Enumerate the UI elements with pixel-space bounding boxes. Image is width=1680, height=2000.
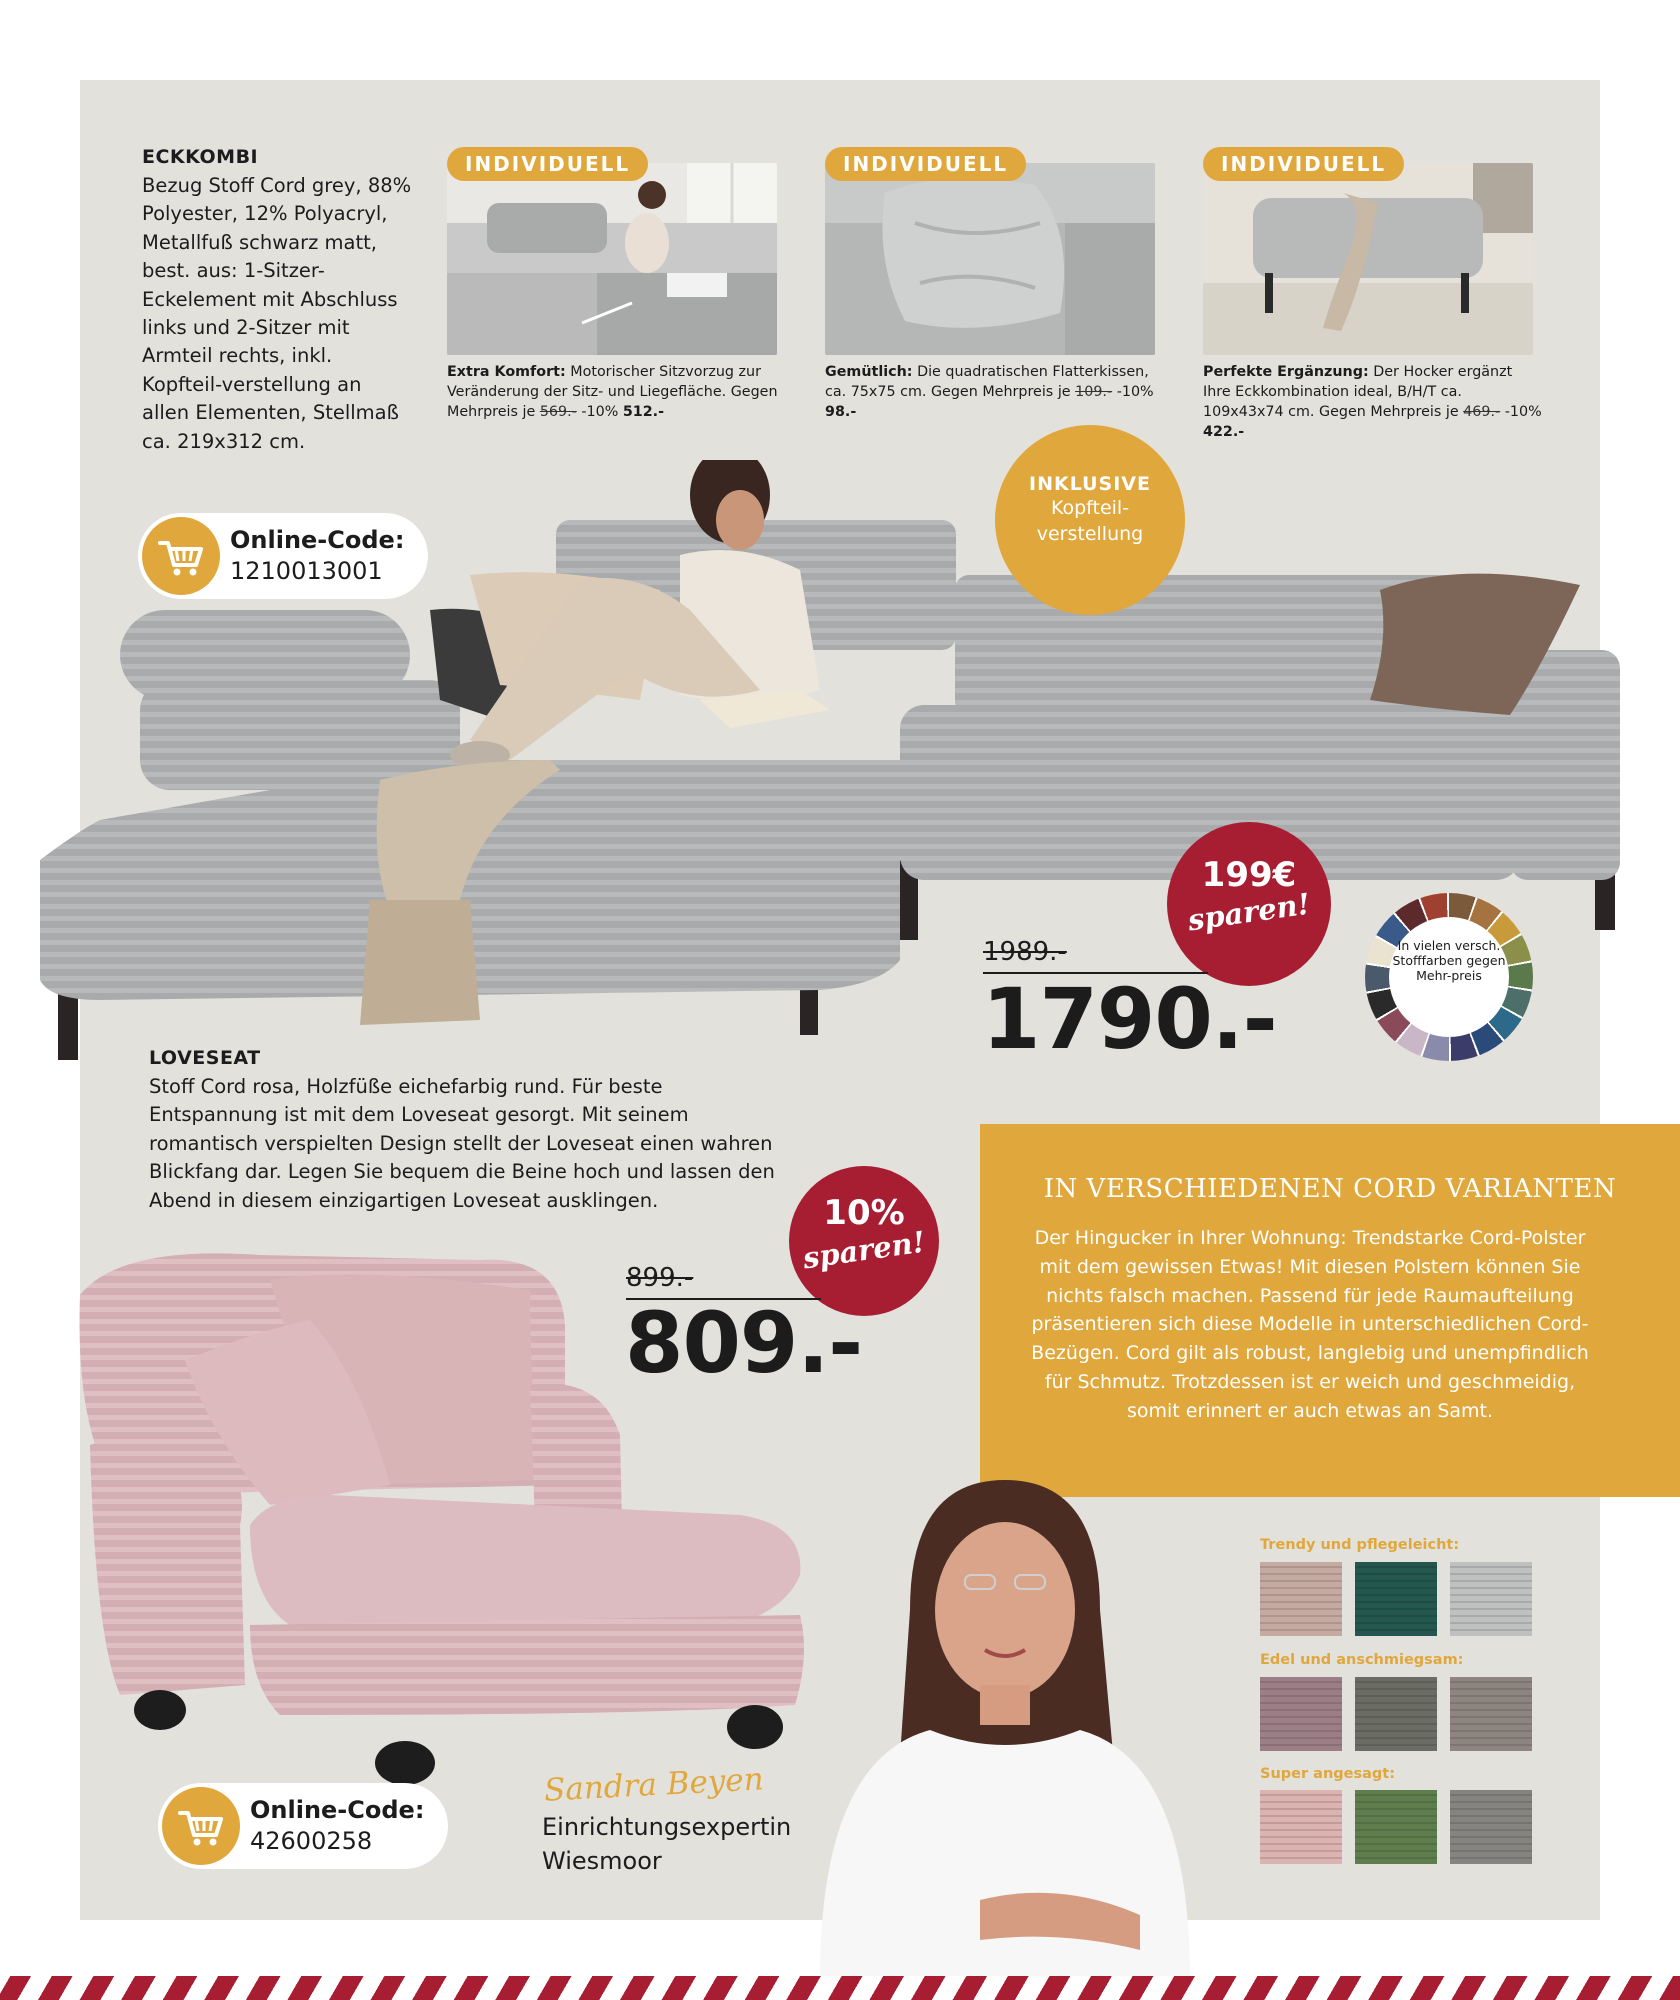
loveseat-new-price: 809.- [625, 1294, 863, 1392]
feature-price-prefix-1: je [522, 404, 536, 420]
feature-text-3: Der Hocker ergänzt Ihre Eckkombination ideal, B/H/T ca. 109x43x74 cm. Gegen Mehrpreis [1203, 364, 1513, 420]
eckkombi-old-price: 1989.- [983, 937, 1067, 967]
expert-role: Einrichtungsexpertin [542, 1813, 792, 1841]
feature-discount-1: -10% [581, 404, 619, 420]
fabric-swatch [1355, 1677, 1437, 1751]
feature-old-price-3: 469.- [1463, 404, 1501, 420]
loveseat-image [60, 1235, 810, 1790]
expert-role-block [542, 1810, 791, 1878]
feature-old-price-2: 109.- [1075, 384, 1113, 400]
loveseat-title: LOVESEAT [149, 1047, 261, 1069]
online-code-label: Online-Code: [230, 526, 405, 554]
online-code-number: 42600258 [250, 1827, 373, 1855]
feature-image-kissen [825, 163, 1155, 355]
fabric-swatch [1260, 1790, 1342, 1864]
decorative-stripe-border [0, 1976, 1680, 2000]
fabric-swatch [1450, 1562, 1532, 1636]
feature-discount-2: -10% [1116, 384, 1154, 400]
feature-old-price-1: 569.- [539, 404, 577, 420]
swatch-group-label-2: Edel und anschmiegsam: [1260, 1652, 1464, 1668]
inklusive-line-2: Kopfteil- [1050, 497, 1130, 519]
feature-title-1: Extra Komfort: [447, 364, 566, 380]
inklusive-kopfteil-badge [995, 425, 1185, 615]
feature-discount-3: -10% [1504, 404, 1542, 420]
individuell-badge-2: INDIVIDUELL [825, 147, 1026, 181]
feature-caption-3 [1203, 362, 1543, 442]
loveseat-save-word: sparen! [800, 1224, 928, 1276]
expert-portrait [800, 1470, 1210, 1980]
individuell-badge-1: INDIVIDUELL [447, 147, 648, 181]
feature-caption-1 [447, 362, 787, 422]
loveseat-info [149, 1047, 789, 1215]
expert-signature: Sandra Beyen [543, 1761, 765, 1809]
fabric-swatch [1260, 1677, 1342, 1751]
info-box-title: IN VERSCHIEDENEN CORD VARIANTEN [1043, 1174, 1617, 1204]
eckkombi-info [142, 146, 412, 456]
online-code-number: 1210013001 [230, 557, 383, 585]
feature-price-2: 98.- [825, 404, 857, 420]
feature-price-prefix-3: je [1445, 404, 1459, 420]
inklusive-line-3: verstellung [1036, 523, 1144, 545]
feature-text-1: Motorischer Sitzvorzug zur Veränderung der Sitz- und Liegefläche. Gegen Mehrpreis [447, 364, 778, 420]
eckkombi-new-price: 1790.- [982, 970, 1277, 1068]
feature-price-1: 512.- [622, 404, 665, 420]
fabric-swatch [1355, 1790, 1437, 1864]
fabric-swatch [1260, 1562, 1342, 1636]
feature-price-3: 422.- [1203, 424, 1245, 440]
loveseat-save-amount: 10% [823, 1193, 905, 1233]
feature-image-sitzvorzug [447, 163, 777, 355]
fabric-swatch [1355, 1562, 1437, 1636]
individuell-badge-3: INDIVIDUELL [1203, 147, 1404, 181]
loveseat-old-price: 899.- [626, 1263, 694, 1293]
eckkombi-save-word: sparen! [1185, 886, 1313, 938]
loveseat-online-code[interactable] [158, 1783, 448, 1869]
inklusive-label: INKLUSIVE [1029, 473, 1151, 495]
feature-image-hocker [1203, 163, 1533, 355]
eckkombi-title: ECKKOMBI [142, 146, 259, 168]
online-code-label: Online-Code: [250, 1796, 425, 1824]
swatch-group-label-3: Super angesagt: [1260, 1766, 1396, 1782]
feature-title-3: Perfekte Ergänzung: [1203, 364, 1369, 380]
feature-title-2: Gemütlich: [825, 364, 913, 380]
feature-caption-2 [825, 362, 1165, 422]
color-wheel-text: In vielen versch. Stofffarben gegen Mehr-preis [1389, 917, 1509, 1037]
fabric-swatch [1450, 1790, 1532, 1864]
swatch-group-label-1: Trendy und pflegeleicht: [1260, 1537, 1460, 1553]
shopping-cart-icon [162, 1787, 240, 1865]
feature-text-2: Die quadratischen Flatterkissen, ca. 75x75 cm. Gegen Mehrpreis [825, 364, 1149, 400]
eckkombi-description: Bezug Stoff Cord grey, 88% Polyester, 12% Polyacryl, Metallfuß schwarz matt, best. aus: 1-Sitzer-Eckelement mit Abschluss links und 2-Sitzer mit Armteil rechts, inkl. Kopfteil-verstellung an allen Elementen, Stellmaß ca. 219x312 cm. [142, 174, 412, 453]
feature-price-prefix-2: je [1057, 384, 1071, 400]
eckkombi-save-badge [1167, 822, 1331, 986]
loveseat-description: Stoff Cord rosa, Holzfüße eichefarbig rund. Für beste Entspannung ist mit dem Loveseat gesorgt. Mit seinem romantisch verspielten Design stellt der Loveseat einen wahren Blickfang dar. Legen Sie bequem die Beine hoch und lassen den Abend in diesem einzigartigen Loveseat ausklingen. [149, 1075, 775, 1212]
cord-varianten-info-box [980, 1124, 1680, 1497]
info-box-body: Der Hingucker in Ihrer Wohnung: Trendstarke Cord-Polster mit dem gewissen Etwas! Mit diesen Polstern können Sie nichts falsch machen. Passend für jede Raumaufteilung präsentieren sich diese Modelle in unterschiedlichen Cord-Bezügen. Cord gilt als robust, langlebig und unempfindlich für Schmutz. Trotzdessen ist er weich und geschmeidig, somit erinnert er auch etwas an Samt. [1031, 1227, 1589, 1422]
fabric-swatch [1450, 1677, 1532, 1751]
expert-location: Wiesmoor [542, 1847, 662, 1875]
eckkombi-save-amount: 199€ [1201, 855, 1297, 895]
